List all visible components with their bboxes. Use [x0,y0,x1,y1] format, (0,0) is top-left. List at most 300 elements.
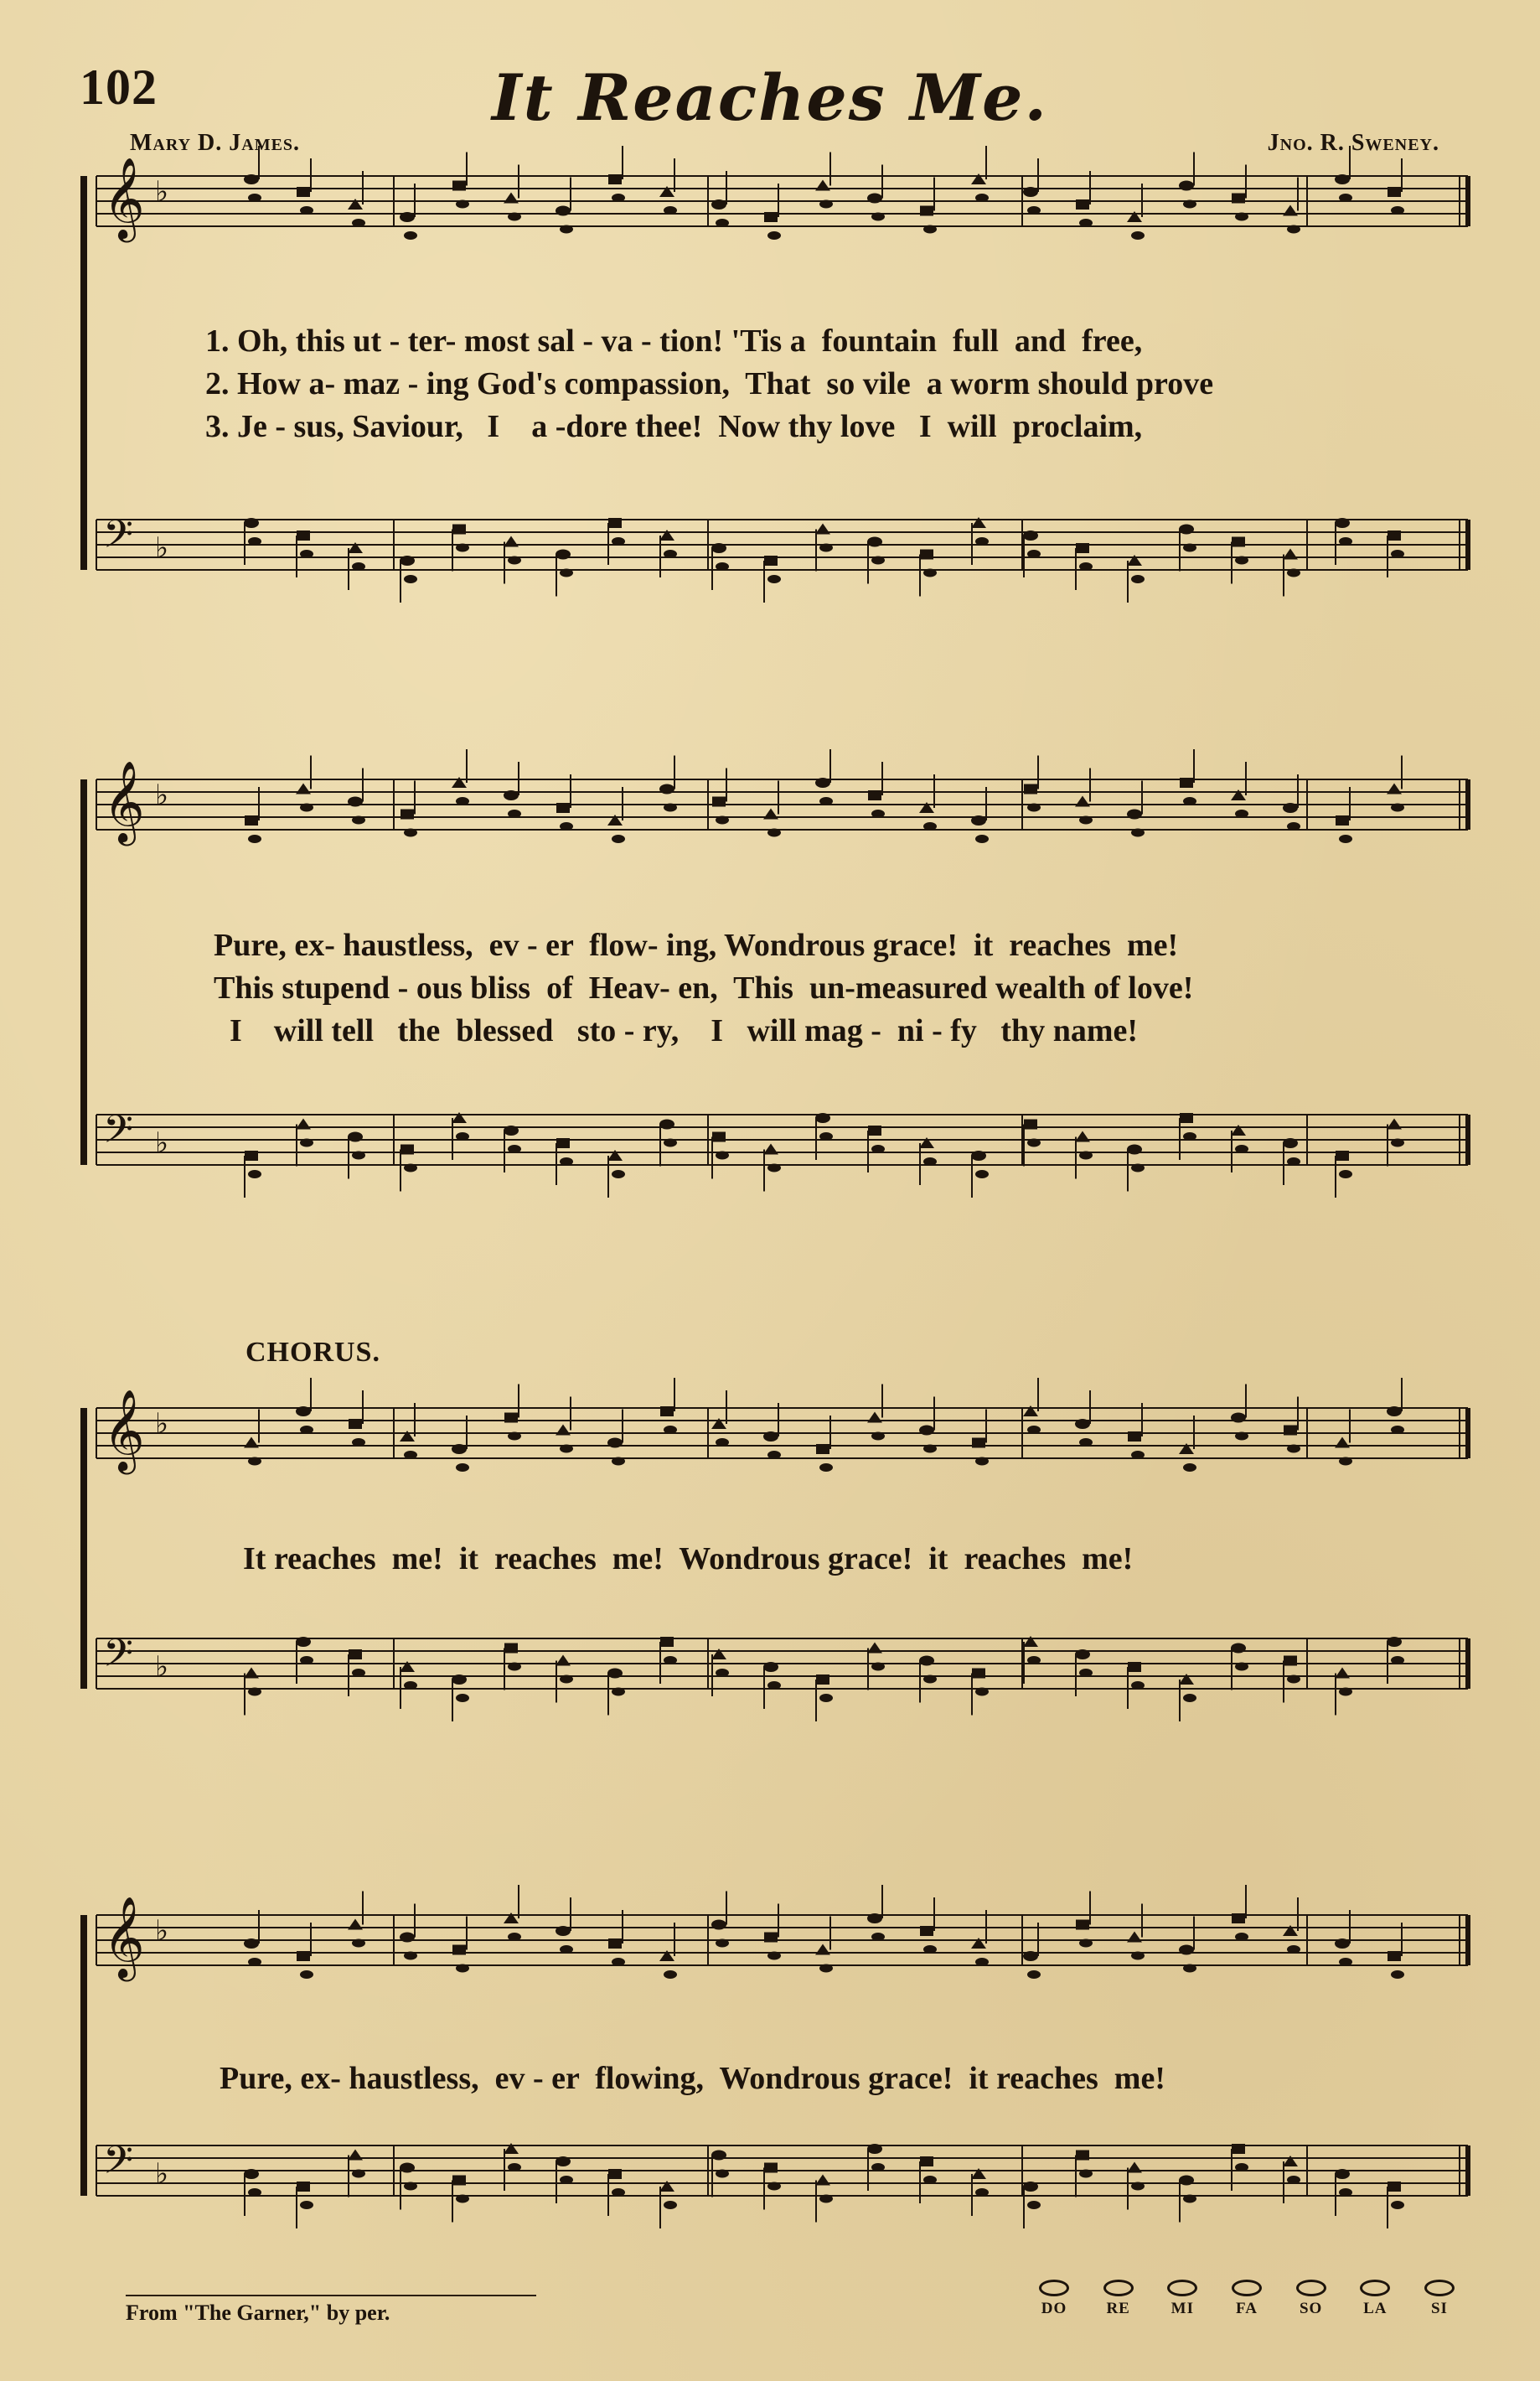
note-head [300,550,313,558]
note-head [456,797,469,805]
note-head [404,829,417,837]
note-head [508,213,521,221]
note-head [767,231,781,240]
note-head [659,530,674,541]
note-head [352,2170,365,2178]
note-head [1283,1925,1298,1936]
note-head [664,804,677,812]
note-head [819,797,833,805]
note-head [1391,206,1404,215]
note-head [300,1656,313,1664]
note-head [1023,2182,1038,2192]
note-head [508,1933,521,1941]
note-head [1335,174,1350,184]
note-head [1339,835,1352,843]
note-head [1287,225,1300,234]
note-head [452,181,466,191]
note-head [1183,200,1196,209]
treble-staff [96,749,1468,846]
note-head [1387,1119,1402,1130]
flat-icon: ♭ [155,1128,169,1159]
note-head [659,784,674,795]
note-head [1231,1643,1246,1654]
note-head [767,829,781,837]
bass-staff [96,2138,1468,2228]
note-head [1391,1426,1404,1434]
shape-key-item: SO [1286,2280,1336,2318]
note-head [1339,1170,1352,1178]
note-head [975,1688,989,1696]
note-head [1232,194,1245,204]
bass-clef-icon: 𝄢 [103,512,134,567]
note-head [711,1418,726,1429]
note-head [815,180,830,191]
note-head [664,550,677,558]
note-head [352,1669,365,1677]
note-head [504,790,519,800]
note-head [244,2169,259,2179]
note-head [296,1637,311,1647]
note-head [659,1120,674,1130]
note-head [919,1426,934,1436]
note-head [1232,537,1245,547]
lyric-line: 2. How a- maz - ing God's compassion, That so vile a worm should prove [205,366,1214,401]
note-head [975,1457,989,1466]
note-head [352,562,365,571]
lyric-line: This stupend - ous bliss of Heav- en, This un-measured wealth of love! [214,971,1194,1006]
note-head [348,1919,363,1930]
note-head [297,1951,310,1961]
note-head [763,1431,778,1442]
note-head [868,790,881,800]
composer-credit: Jno. R. Sweney. [1267,130,1439,156]
bass-staff [96,1631,1468,1721]
note-head [1235,1145,1248,1153]
note-head [556,1138,570,1148]
note-head [607,1150,623,1161]
note-head [352,816,365,825]
flat-icon: ♭ [155,1916,169,1947]
note-head [920,2156,933,2166]
note-head [248,1958,261,1966]
note-head [608,1938,622,1949]
shape-key-item: DO [1029,2280,1079,2318]
treble-staff [96,1378,1468,1474]
note-head [920,206,933,216]
note-head [975,194,989,202]
note-head [867,194,882,204]
note-head [971,1151,986,1161]
note-head [1127,2162,1142,2173]
lyric-line: I will tell the blessed sto - ry, I will mag - ni - fy thy name! [214,1013,1139,1048]
note-head [612,835,625,843]
note-head [716,2170,729,2178]
note-head [971,517,986,528]
note-head [1075,796,1090,807]
note-head [504,193,519,204]
bass-clef-icon: 𝄢 [103,1631,134,1685]
lyric-line: 1. Oh, this ut - ter- most sal - va - tion! 'Tis a fountain full and free, [205,324,1143,359]
note-head [659,186,674,197]
note-head [767,2182,781,2191]
note-head [404,1451,417,1459]
note-head [871,1663,885,1671]
note-head [1131,1451,1145,1459]
note-head [352,1152,365,1160]
note-head [1027,1426,1041,1434]
note-head [560,1675,573,1684]
note-head [560,225,573,234]
note-head [452,1945,466,1955]
note-head [1023,1405,1038,1416]
note-head [712,1132,726,1142]
note-head [348,199,363,210]
note-head [1179,181,1194,191]
note-head [349,1649,362,1659]
note-head [1235,1432,1248,1441]
lyric-line: Pure, ex- haustless, ev - er flowing, Wondrous grace! it reaches me! [220,2061,1165,2096]
page-number: 102 [80,60,158,115]
shape-key-item: RE [1093,2280,1144,2318]
note-head [819,200,833,209]
note-head [816,1674,829,1685]
note-head [919,802,934,813]
note-head [504,536,519,547]
note-head [660,1406,674,1416]
note-head [764,1933,778,1943]
note-head [300,1970,313,1979]
note-head [664,1656,677,1664]
note-head [297,531,310,541]
note-head [867,1643,882,1654]
note-head [1231,1413,1246,1423]
note-head [819,1694,833,1702]
note-head [1183,544,1196,552]
note-head [560,1445,573,1453]
note-head [504,1126,519,1136]
note-head [659,2181,674,2192]
note-head [300,804,313,812]
note-head [504,1413,518,1423]
note-head [348,1132,363,1142]
note-head [923,2176,937,2184]
note-head [1391,1656,1404,1664]
note-head [248,537,261,546]
fa-shape-icon [1232,2280,1262,2296]
note-head [1131,575,1145,583]
note-head [1391,2201,1404,2209]
music-system-2 [0,760,1540,1198]
note-head [867,1412,882,1423]
note-head [1127,555,1142,566]
note-head [456,1132,469,1141]
note-head [767,1952,781,1960]
note-head [248,1688,261,1696]
note-head [1336,815,1349,826]
note-head [763,809,778,820]
note-head [508,1145,521,1153]
note-head [1391,550,1404,558]
note-head [971,1938,986,1949]
note-head [348,542,363,553]
note-head [1235,2163,1248,2171]
note-head [452,2176,466,2186]
note-head [296,1119,311,1130]
note-head [612,194,625,202]
bass-clef-icon: 𝄢 [103,2138,134,2192]
note-head [456,1964,469,1973]
note-head [400,1933,415,1943]
note-head [1287,1675,1300,1684]
note-head [400,1661,415,1672]
note-head [404,575,417,583]
note-head [1335,518,1350,528]
note-head [923,822,937,831]
mi-shape-icon [1167,2280,1197,2296]
note-head [819,544,833,552]
note-head [1079,219,1093,227]
note-head [1179,1443,1194,1454]
note-head [1079,2170,1093,2178]
note-head [975,835,989,843]
shape-key-item: MI [1157,2280,1207,2318]
note-head [664,1139,677,1147]
shape-key-item: SI [1414,2280,1465,2318]
bass-clef-icon: 𝄢 [103,1107,134,1162]
note-head [923,1945,937,1954]
note-head [400,1431,415,1442]
treble-clef-icon: 𝄞 [103,760,145,842]
note-head [456,2195,469,2203]
note-head [1283,1138,1298,1148]
note-head [1235,556,1248,565]
note-head [920,550,933,560]
note-head [767,1164,781,1172]
note-head [1232,2144,1245,2154]
note-head [711,1920,726,1930]
note-head [612,1170,625,1178]
note-head [815,778,830,788]
note-head [816,1444,829,1454]
lyric-line: Pure, ex- haustless, ev - er flow- ing, Wondrous grace! it reaches me! [214,928,1179,963]
footer-rule [126,2295,536,2296]
note-head [401,810,414,820]
note-head [971,173,986,184]
note-head [1287,569,1300,577]
note-head [764,2163,778,2173]
note-head [1391,1139,1404,1147]
note-head [508,810,521,818]
note-head [300,1139,313,1147]
note-head [711,1649,726,1659]
note-head [919,1656,934,1666]
note-head [920,1926,933,1936]
note-head [867,1913,882,1923]
note-head [244,1668,259,1679]
chorus-label: CHORUS. [245,1337,380,1368]
note-head [297,187,310,197]
note-head [975,2188,989,2197]
note-head [560,822,573,831]
note-head [763,1144,778,1155]
note-head [1180,1113,1193,1123]
note-head [248,2188,261,2197]
note-head [560,569,573,577]
note-head [815,1113,830,1123]
note-head [1076,1920,1089,1930]
note-head [244,174,259,184]
note-head [1023,187,1038,197]
note-head [248,194,261,202]
note-head [1183,1964,1196,1973]
note-head [348,2150,363,2161]
note-head [1131,231,1145,240]
note-head [1180,778,1193,788]
hymn-title: It Reaches Me. [492,60,1048,135]
note-head [1024,784,1037,795]
note-head [1023,1636,1038,1647]
treble-clef-icon: 𝄞 [103,1896,145,1978]
note-head [975,1170,989,1178]
note-head [1283,803,1298,813]
treble-staff [96,1885,1468,1981]
la-shape-icon [1360,2280,1390,2296]
note-head [1027,206,1041,215]
bass-staff [96,512,1468,603]
lyric-line: 3. Je - sus, Saviour, I a -dore thee! Now thy love I will proclaim, [205,409,1143,444]
flat-icon: ♭ [155,533,169,564]
note-head [660,1637,674,1647]
music-system-1 [0,159,1540,595]
note-head [1076,199,1089,210]
note-head [1183,1132,1196,1141]
note-head [815,524,830,535]
note-head [296,1406,311,1416]
note-head [607,1438,623,1448]
note-head [1127,810,1142,820]
note-head [1339,1688,1352,1696]
note-head [404,1681,417,1690]
note-head [871,556,885,565]
so-shape-icon [1296,2280,1326,2296]
note-head [456,1694,469,1702]
note-head [1128,1662,1141,1672]
note-head [1179,2176,1194,2186]
shape-key-item: LA [1350,2280,1400,2318]
note-head [1283,2156,1298,2166]
note-head [452,1444,467,1454]
si-shape-icon [1424,2280,1455,2296]
note-head [763,1662,778,1672]
note-head [764,212,778,222]
note-head [401,1145,414,1155]
note-head [404,231,417,240]
note-head [1131,829,1145,837]
note-head [1127,1145,1142,1155]
note-head [400,556,415,566]
note-head [452,525,466,535]
note-head [607,815,623,826]
note-head [1284,1656,1297,1666]
note-head [868,1126,881,1136]
note-head [1179,525,1194,535]
note-head [1339,537,1352,546]
note-head [1235,213,1248,221]
note-head [300,1426,313,1434]
note-head [1027,804,1041,812]
note-head [508,2163,521,2171]
note-head [711,543,726,553]
lyricist-credit: Mary D. James. [130,130,301,156]
note-head [1387,1406,1402,1416]
note-head [1235,810,1248,818]
note-head [1023,1951,1038,1961]
flat-icon: ♭ [155,1409,169,1440]
note-head [664,2201,677,2209]
note-head [716,562,729,571]
note-head [556,1655,571,1666]
note-head [871,213,885,221]
note-head [352,219,365,227]
note-head [352,1939,365,1948]
note-head [1335,1668,1350,1679]
note-head [1027,1970,1041,1979]
shape-key-item: FA [1222,2280,1272,2318]
note-head [871,2163,885,2171]
note-head [819,1132,833,1141]
note-head [923,569,937,577]
flat-icon: ♭ [155,780,169,811]
note-head [612,537,625,546]
note-head [349,1419,362,1429]
note-head [1079,1438,1093,1447]
note-head [1335,2169,1350,2179]
note-head [716,1438,729,1447]
note-head [1075,1131,1090,1142]
note-head [248,1170,261,1178]
note-head [1387,1637,1402,1647]
note-head [607,1669,623,1679]
note-head [1027,1656,1041,1664]
note-head [1027,550,1041,558]
note-head [1183,797,1196,805]
flat-icon: ♭ [155,1652,169,1683]
note-head [1023,531,1038,541]
note-head [612,1457,625,1466]
note-head [560,1945,573,1954]
note-head [1391,804,1404,812]
note-head [244,518,259,528]
note-head [1387,784,1402,795]
note-head [297,2182,310,2192]
note-head [1079,1669,1093,1677]
note-head [248,835,261,843]
note-head [508,556,521,565]
note-head [664,1426,677,1434]
note-head [300,2201,313,2209]
note-head [608,174,622,184]
note-head [923,225,937,234]
note-head [923,1157,937,1166]
note-head [1079,1939,1093,1948]
note-head [456,200,469,209]
note-head [612,1688,625,1696]
note-head [244,1437,259,1448]
lyric-line: It reaches me! it reaches me! Wondrous grace! it reaches me! [243,1541,1134,1576]
note-head [871,810,885,818]
re-shape-icon [1103,2280,1134,2296]
note-head [871,1432,885,1441]
